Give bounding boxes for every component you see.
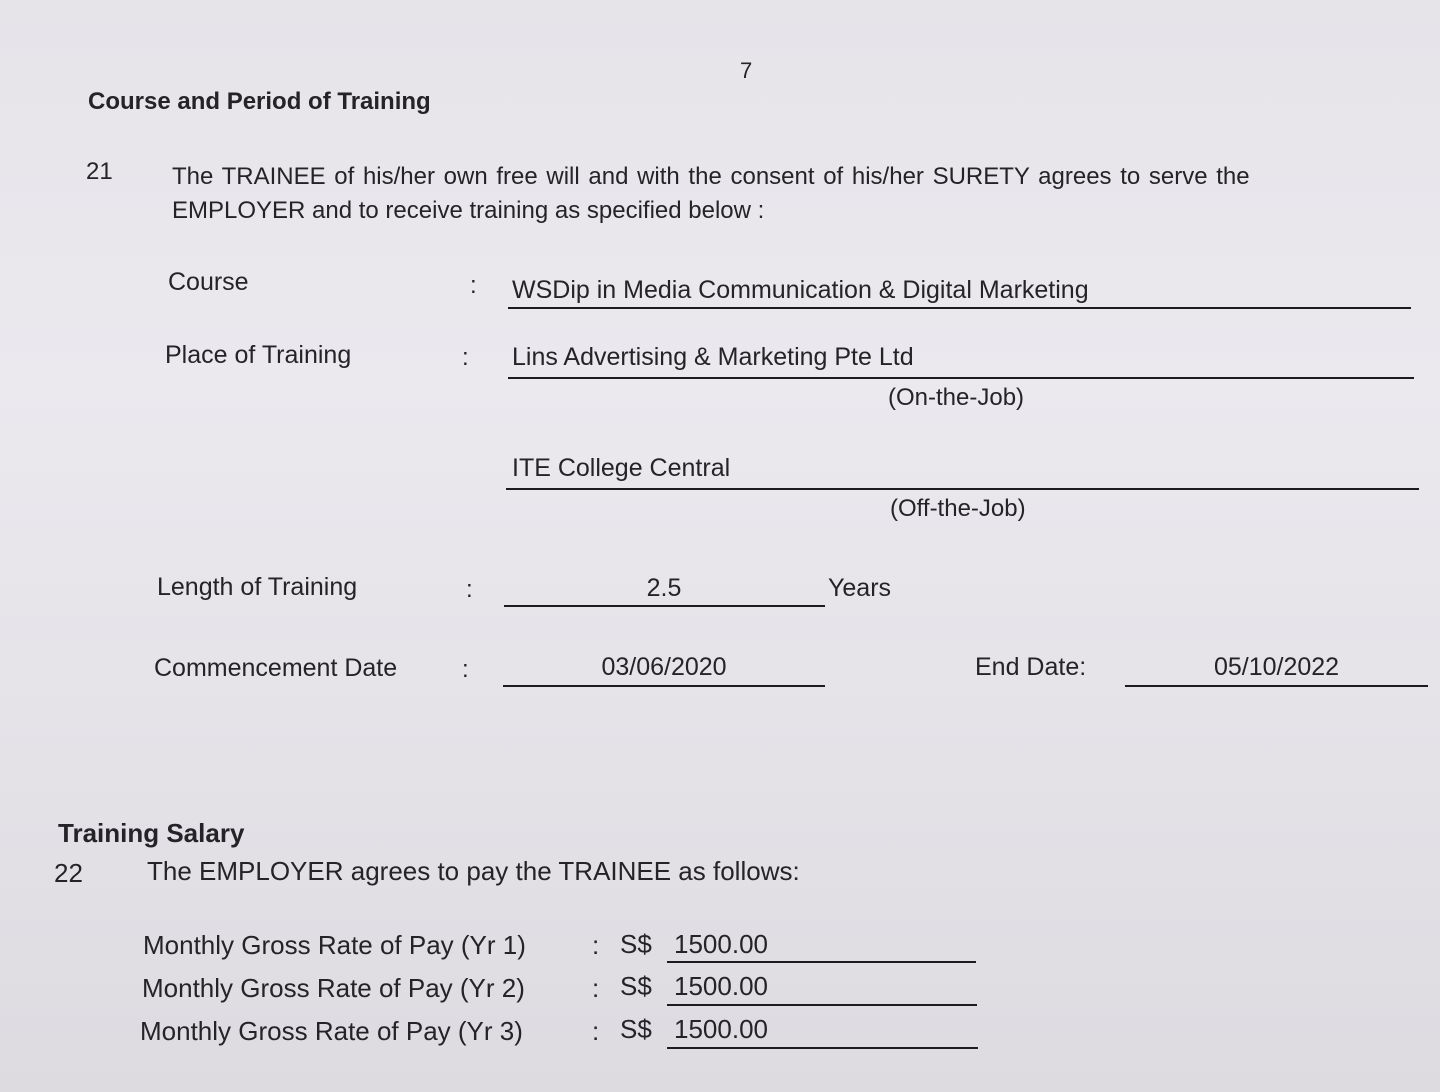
length-underline — [504, 605, 825, 607]
clause-21-text-line1: The TRAINEE of his/her own free will and with the consent of his/her SURETY agrees to serve the — [172, 163, 1250, 190]
end-date-value: 05/10/2022 — [1213, 653, 1340, 681]
pay-underline-yr1 — [667, 961, 976, 963]
commencement-date-value: 03/06/2020 — [601, 653, 727, 681]
pay-colon-yr1: : — [592, 930, 600, 960]
pay-underline-yr3 — [667, 1047, 978, 1049]
place-of-training-label: Place of Training — [165, 341, 352, 369]
clause-21-text-line2: EMPLOYER and to receive training as specified below : — [172, 197, 765, 224]
pay-amount-yr3: 1500.00 — [674, 1014, 768, 1044]
page-number: 7 — [740, 58, 753, 83]
pay-label-yr3: Monthly Gross Rate of Pay (Yr 3) — [140, 1016, 523, 1046]
length-value: 2.5 — [646, 574, 682, 602]
pay-amount-yr1: 1500.00 — [674, 929, 768, 959]
pay-underline-yr2 — [667, 1004, 977, 1006]
clause-number-21: 21 — [86, 158, 113, 185]
course-label: Course — [168, 268, 249, 296]
section-title-course-period: Course and Period of Training — [88, 88, 431, 115]
commencement-date-label: Commencement Date — [154, 654, 398, 682]
course-value: WSDip in Media Communication & Digital Marketing — [512, 276, 1089, 304]
commencement-underline — [503, 685, 825, 687]
pay-colon-yr3: : — [592, 1016, 600, 1046]
place-offjt-underline — [506, 488, 1419, 490]
length-unit: Years — [828, 574, 892, 602]
commencement-colon: : — [462, 656, 469, 683]
end-date-label: End Date: — [975, 653, 1087, 681]
place-ojt-value: Lins Advertising & Marketing Pte Ltd — [512, 343, 914, 371]
place-offjt-note: (Off-the-Job) — [890, 495, 1026, 522]
pay-label-yr1: Monthly Gross Rate of Pay (Yr 1) — [143, 930, 526, 960]
pay-label-yr2: Monthly Gross Rate of Pay (Yr 2) — [142, 973, 525, 1003]
pay-currency-yr1: S$ — [620, 929, 652, 959]
pay-currency-yr3: S$ — [620, 1014, 652, 1044]
place-offjt-value: ITE College Central — [512, 454, 731, 482]
place-of-training-colon: : — [462, 344, 469, 371]
pay-colon-yr2: : — [592, 973, 600, 1003]
length-of-training-label: Length of Training — [157, 573, 358, 601]
section-title-training-salary: Training Salary — [58, 818, 245, 848]
course-underline — [508, 307, 1411, 309]
pay-amount-yr2: 1500.00 — [674, 971, 768, 1001]
pay-currency-yr2: S$ — [620, 971, 652, 1001]
end-date-underline — [1125, 685, 1428, 687]
place-ojt-note: (On-the-Job) — [888, 384, 1025, 411]
place-ojt-underline — [508, 377, 1414, 379]
clause-22-text: The EMPLOYER agrees to pay the TRAINEE as follows: — [147, 856, 800, 886]
length-colon: : — [466, 576, 473, 603]
course-colon: : — [470, 272, 477, 299]
clause-number-22: 22 — [54, 858, 83, 888]
